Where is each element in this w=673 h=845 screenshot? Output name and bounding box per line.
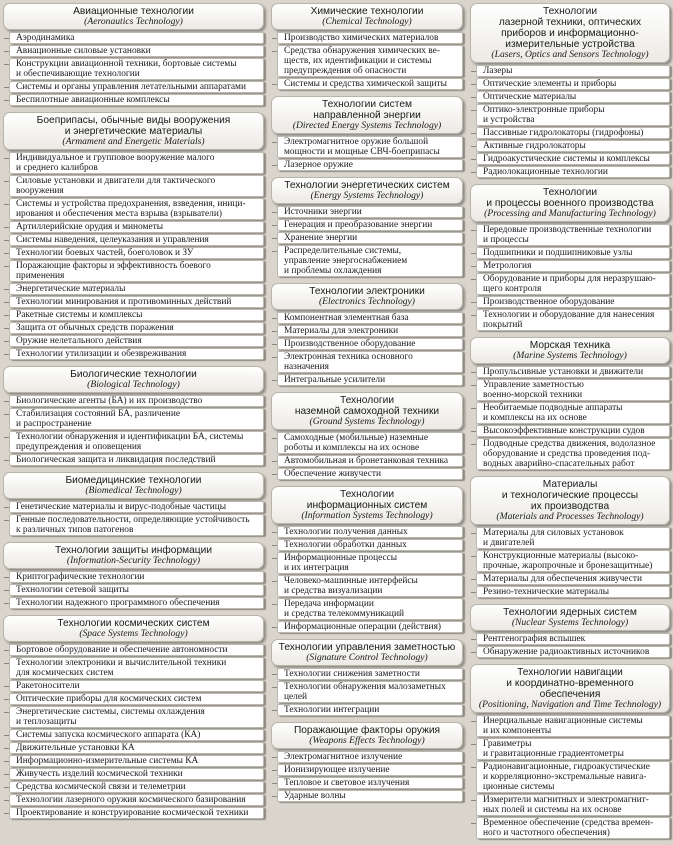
technology-item: Технологии интеграции [277,704,463,716]
technology-item: Материалы для электроники [277,325,463,337]
technology-item: Стабилизация состояний БА, различение и распространение [9,408,264,430]
technology-item: Измерители магнитных и электромагнит- ных полей и системы на их основе [476,794,670,816]
technology-item: Обнаружение радиоактивных источников [476,646,670,658]
technology-item: Оптические материалы [476,91,670,103]
category-group [271,722,463,802]
category-subtitle: (Information-Security Technology) [66,555,201,566]
category-header [3,542,264,569]
technology-item: Технологии сетевой защиты [9,584,264,596]
technology-item: Инерциальные навигационные системы и их компоненты [476,715,670,737]
technology-item: Технологии лазерного оружия космического базирования [9,794,264,806]
technology-item: Биологические агенты (БА) и их производство [9,395,264,407]
category-header [271,639,463,666]
item-list [476,527,670,598]
column-3 [470,3,670,845]
technology-item: Ракетоносители [9,680,264,692]
technology-item: Авиационные силовые установки [9,45,264,57]
technology-item: Средства космической связи и телеметрии [9,781,264,793]
technology-item: Интегральные усилители [277,374,463,386]
category-group [470,3,670,178]
item-list [476,224,670,331]
technology-item: Материалы для силовых установок и двигателей [476,527,670,549]
technology-item: Самоходные (мобильные) наземные роботы и комплексы на их основе [277,432,463,454]
technology-item: Беспилотные авиационные комплексы [9,94,264,106]
category-group [271,177,463,277]
technology-item: Человеко-машинные интерфейсы и средства визуализации [277,575,463,597]
technology-item: Оборудование и приборы для неразрушаю- щего контроля [476,273,670,295]
technology-item: Информационные операции (действия) [277,621,463,633]
category-title: Морская техника [529,340,611,351]
technology-item: Технологии обнаружения малозаметных целей [277,681,463,703]
technology-item: Рентгенография вспышек [476,633,670,645]
technology-item: Энергетические системы, системы охлаждения и теплозащиты [9,706,264,728]
category-group [470,604,670,658]
category-subtitle: (Positioning, Navigation and Time Technology) [478,699,662,710]
technology-item: Технологии надежного программного обеспечения [9,597,264,609]
technology-item: Технологии получения данных [277,526,463,538]
category-title: Технологии навигации и координатно-временного обеспечения [506,667,634,700]
technology-item: Тепловое и световое излучения [277,777,463,789]
technology-item: Генерация и преобразование энергии [277,219,463,231]
technology-item: Конструкционные материалы (высоко- прочные, жаропрочные и бронезащитные) [476,550,670,572]
category-group [3,542,264,609]
category-title: Биологические технологии [70,369,197,380]
technology-item: Электронная техника основного назначения [277,351,463,373]
category-header [3,366,264,393]
item-list [9,32,264,106]
technology-item: Оптические элементы и приборы [476,78,670,90]
technology-item: Лазерное оружие [277,159,463,171]
technology-item: Биологическая защита и ликвидация последствий [9,454,264,466]
category-header [271,96,463,134]
category-subtitle: (Biomedical Technology) [85,485,182,496]
category-header [470,184,670,222]
technology-item: Радиолокационные технологии [476,166,670,178]
item-list [9,501,264,536]
technology-item: Резино-технические материалы [476,586,670,598]
technology-item: Технологии обработки данных [277,539,463,551]
technology-item: Аэродинамика [9,32,264,44]
category-subtitle: (Energy Systems Technology) [310,190,424,201]
technology-item: Индивидуальное и групповое вооружение малого и среднего калибров [9,152,264,174]
technology-item: Ударные волны [277,790,463,802]
category-subtitle: (Ground Systems Technology) [309,416,425,427]
technology-item: Энергетические материалы [9,283,264,295]
technology-item: Оружие нелетального действия [9,335,264,347]
category-title: Технологии защиты информации [54,545,213,556]
category-subtitle: (Nuclear Systems Technology) [511,617,629,628]
category-title: Технологии лазерной техники, оптических приборов и информационно- измерительные устройства [498,6,642,50]
technology-item: Живучесть изделий космической техники [9,768,264,780]
category-subtitle: (Lasers, Optics and Sensors Technology) [491,49,649,60]
category-header [470,664,670,713]
category-subtitle: (Directed Energy Systems Technology) [292,120,442,131]
technology-item: Автомобильная и бронетанковая техника [277,455,463,467]
item-list [9,644,264,819]
technology-item: Информационные процессы и их интеграция [277,552,463,574]
technology-item: Производство химических материалов [277,32,463,44]
category-group [470,184,670,331]
category-subtitle: (Electronics Technology) [318,296,415,307]
technology-item: Силовые установки и двигатели для тактического вооружения [9,175,264,197]
technology-item: Оптические приборы для космических систем [9,693,264,705]
technology-item: Активные гидролокаторы [476,140,670,152]
technology-item: Источники энергии [277,206,463,218]
technology-item: Гидроакустические системы и комплексы [476,153,670,165]
category-subtitle: (Processing and Manufacturing Technology) [484,208,656,219]
category-title: Технологии электроники [309,286,425,297]
technology-item: Подводные средства движения, водолазное оборудование и средства проведения под- водных аварийно-спасательных работ [476,438,670,470]
technology-item: Информационно-измерительные системы КА [9,755,264,767]
category-header [271,283,463,310]
category-title: Биомедицинские технологии [65,475,202,486]
technology-item: Компонентная элементная база [277,312,463,324]
category-group [271,639,463,716]
technology-item: Оптико-электронные приборы и устройства [476,104,670,126]
item-list [476,633,670,658]
category-subtitle: (Materials and Processes Technology) [496,511,644,522]
category-title: Технологии ядерных систем [503,607,637,618]
category-header [3,112,264,150]
technology-item: Производственное оборудование [476,296,670,308]
item-list [476,65,670,178]
technology-item: Технологии обнаружения и идентификации БА, системы предупреждения и оповещения [9,431,264,453]
technology-item: Временное обеспечение (средства времен- ного и частотного обеспечения) [476,817,670,839]
category-title: Авиационные технологии [73,6,194,17]
technology-item: Защита от обычных средств поражения [9,322,264,334]
category-header [271,177,463,204]
category-group [3,112,264,360]
technology-item: Распределительные системы, управление энергоснабжением и проблемы охлаждения [277,245,463,277]
technology-item: Средства обнаружения химических ве- ществ, их идентификации и системы предупреждения об опасности [277,45,463,77]
technology-item: Хранение энергии [277,232,463,244]
item-list [277,751,463,802]
technology-item: Радионавигационные, гидроакустические и корреляционно-экстремальные навига- ционные системы [476,761,670,793]
technology-item: Передача информации и средства телекоммуникаций [277,598,463,620]
technology-item: Технологии и оборудование для нанесения покрытий [476,309,670,331]
item-list [277,668,463,716]
item-list [9,152,264,360]
category-subtitle: (Weapons Effects Technology) [309,735,425,746]
technology-item: Проектирование и конструирование космической техники [9,807,264,819]
category-header [271,392,463,430]
technology-item: Высокоэффективные конструкции судов [476,425,670,437]
technology-item: Системы и устройства предохранения, взведения, иници- ирования и обеспечения места взрыва (взрыватели) [9,198,264,220]
technology-item: Технологии минирования и противоминных действий [9,296,264,308]
category-subtitle: (Signature Control Technology) [306,652,428,663]
category-title: Технологии систем направленной энергии [313,99,421,121]
technology-item: Генетические материалы и вирус-подобные частицы [9,501,264,513]
category-header [271,3,463,30]
column-1 [3,3,264,825]
technology-item: Ионизирующее излучение [277,764,463,776]
category-title: Боеприпасы, обычные виды вооружения и энергетические материалы [36,115,231,137]
technology-item: Системы и органы управления летательными аппаратами [9,81,264,93]
technology-item: Движительные установки КА [9,742,264,754]
technology-item: Электромагнитное излучение [277,751,463,763]
category-group [271,96,463,171]
item-list [277,32,463,90]
technology-item: Материалы для обеспечения живучести [476,573,670,585]
item-list [277,136,463,171]
technology-item: Системы и средства химической защиты [277,78,463,90]
category-header [271,722,463,749]
technology-item: Подшипники и подшипниковые узлы [476,247,670,259]
technology-item: Технологии электроники и вычислительной техники для космических систем [9,657,264,679]
technology-item: Системы запуска космического аппарата (КА) [9,729,264,741]
technology-item: Гравиметры и гравитационные градиентометры [476,738,670,760]
category-group [470,337,670,470]
category-subtitle: (Armament and Energetic Materials) [62,136,205,147]
category-title: Материалы и технологические процессы их производства [501,479,639,512]
item-list [9,571,264,609]
category-subtitle: (Biological Technology) [87,379,180,390]
category-title: Химические технологии [310,6,424,17]
category-title: Технологии космических систем [57,618,210,629]
technology-item: Поражающие факторы и эффективность боевого применения [9,260,264,282]
category-group [3,366,264,466]
category-title: Технологии и процессы военного производства [486,187,654,209]
category-header [470,604,670,631]
category-group [271,486,463,633]
item-list [9,395,264,466]
technology-item: Необитаемые подводные аппараты и комплексы на их основе [476,402,670,424]
category-title: Технологии информационных систем [306,489,428,511]
category-group [3,472,264,536]
category-group [271,283,463,386]
item-list [476,366,670,470]
technology-item: Метрология [476,260,670,272]
category-group [3,3,264,106]
category-subtitle: (Space Systems Technology) [79,628,188,639]
category-header [271,486,463,524]
technology-item: Электромагнитное оружие большой мощности и мощные СВЧ-боеприпасы [277,136,463,158]
category-subtitle: (Information Systems Technology) [301,510,433,521]
category-subtitle: (Aeronautics Technology) [84,16,183,27]
technology-item: Технологии утилизации и обезвреживания [9,348,264,360]
technology-item: Управление заметностью военно-морской техники [476,379,670,401]
category-group [470,476,670,598]
category-header [470,337,670,364]
technology-item: Пропульсивные установки и движители [476,366,670,378]
technology-item: Ракетные системы и комплексы [9,309,264,321]
technology-item: Лазеры [476,65,670,77]
technology-item: Технологии снижения заметности [277,668,463,680]
category-header [470,476,670,525]
technology-item: Передовые производственные технологии и процессы [476,224,670,246]
category-group [470,664,670,839]
technology-item: Производственное оборудование [277,338,463,350]
category-subtitle: (Chemical Technology) [322,16,412,27]
technology-item: Бортовое оборудование и обеспечение автономности [9,644,264,656]
item-list [277,432,463,480]
category-group [3,615,264,819]
technology-item: Артиллерийские орудия и минометы [9,221,264,233]
category-header [3,615,264,642]
item-list [277,526,463,633]
category-subtitle: (Marine Systems Technology) [513,350,627,361]
technology-item: Пассивные гидролокаторы (гидрофоны) [476,127,670,139]
technology-item: Технологии боевых частей, боеголовок и ЗУ [9,247,264,259]
category-header [3,472,264,499]
technology-item: Генные последовательности, определяющие устойчивость к различных типов патогенов [9,514,264,536]
category-header [470,3,670,63]
category-header [3,3,264,30]
item-list [277,312,463,386]
category-group [271,3,463,90]
category-title: Поражающие факторы оружия [293,725,441,736]
technology-item: Системы наведения, целеуказания и управления [9,234,264,246]
category-title: Технологии энергетических систем [284,180,450,191]
technology-item: Криптографические технологии [9,571,264,583]
technology-item: Конструкции авиационной техники, бортовые системы и обеспечивающие технологии [9,58,264,80]
category-group [271,392,463,480]
column-2 [271,3,463,808]
item-list [277,206,463,277]
category-title: Технологии управления заметностью [278,642,456,653]
technology-item: Обеспечение живучести [277,468,463,480]
category-title: Технологии наземной самоходной техники [294,395,440,417]
item-list [476,715,670,839]
